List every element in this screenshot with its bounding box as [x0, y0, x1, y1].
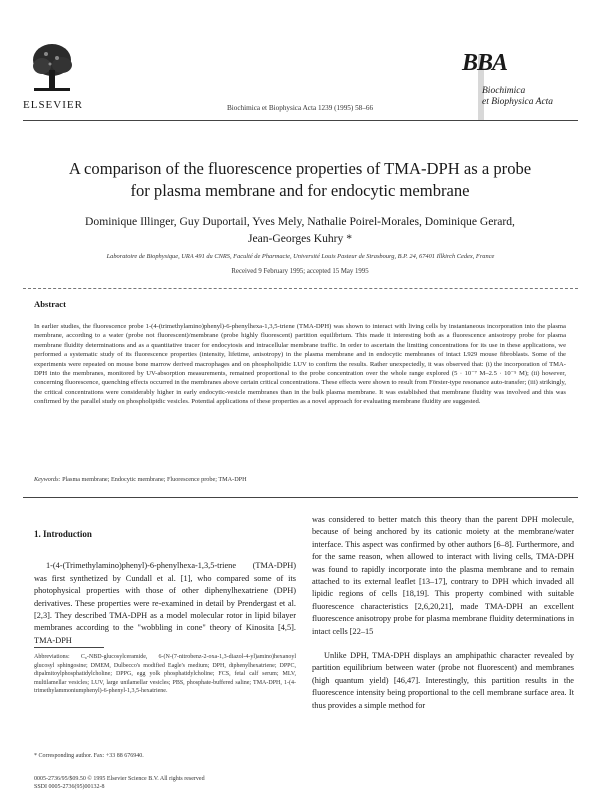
- article-title-line1: A comparison of the fluorescence properties of TMA-DPH as a probe: [68, 159, 532, 178]
- bba-subtitle-line2: et Biophysica Acta: [482, 97, 554, 107]
- corresponding-author-note: * Corresponding author. Fax: +33 88 676940.: [34, 753, 144, 759]
- authors-line1: Dominique Illinger, Guy Duportail, Yves Mely, Nathalie Poirel-Morales, Dominique Gerard,: [85, 215, 515, 228]
- abstract-heading: Abstract: [34, 299, 66, 309]
- abstract-top-rule: [23, 288, 578, 289]
- authors-line2: Jean-Georges Kuhry *: [247, 232, 353, 245]
- keywords-list: Plasma membrane; Endocytic membrane; Fluorescence probe; TMA-DPH: [62, 476, 247, 483]
- copyright-notice: [34, 775, 205, 791]
- copyright-line2: SSDI 0005-2736(95)00132-8: [34, 784, 105, 791]
- article-title: [20, 158, 580, 202]
- abstract-bottom-rule: [23, 497, 578, 498]
- introduction-heading: 1. Introduction: [34, 529, 92, 539]
- keywords-label: Keywords:: [34, 476, 61, 483]
- affiliation: Laboratoire de Biophysique, URA 491 du CNRS, Faculté de Pharmacie, Université Louis Pasteur de Strasbourg, B.P. 24, 67401 Illkirch Cedex, France: [106, 253, 495, 260]
- footnote-rule: [34, 647, 104, 648]
- journal-reference: Biochimica et Biophysica Acta 1239 (1995) 58–66: [226, 104, 374, 112]
- bba-subtitle-line1: Biochimica: [482, 86, 526, 96]
- left-column: [34, 528, 296, 647]
- header-rule: [23, 120, 578, 121]
- abbreviations-footnote: Abbreviations: C₆-NBD-glucosylceramide, 6-(N-(7-nitrobenz-2-oxa-1,3-diazol-4-yl)amino)hexanoyl glucosyl sphingosine; DMEM, Dulbecco's modified Eagle's medium; DPH, diphenylhexatriene; DPPC, dipalmitoylphosphatidylcholine; DPPG, egg yolk phosphatidylcholine; FCS, fetal calf serum; MLV, multilamellar vesicles; LUV, large unilamellar vesicles; PBS, phosphate-buffered saline; TMA-DPH, 1-(4-trimethylammoniumphenyl)-6-phenyl-1,3,5-hexatriene.: [34, 654, 296, 695]
- author-list: [30, 213, 570, 247]
- bba-logo-text: BBA: [462, 50, 508, 76]
- publisher-name: ELSEVIER: [23, 99, 83, 111]
- elsevier-tree-logo-icon: [30, 40, 74, 96]
- received-dates: Received 9 February 1995; accepted 15 May 1995: [231, 268, 369, 275]
- abstract-text: In earlier studies, the fluorescence probe 1-(4-(trimethylamino)phenyl)-6-phenylhexa-1,3,5-triene (TMA-DPH) was shown to interact with living cells by instantaneous incorporation into the plasma membrane, according to a water (probe not fluorescent)/membrane (probe highly fluorescent) partition equilibrium. This made it interesting both as a fluorescence anisotropy probe for plasma membrane fluidity determinations and as a quantitative tracer for endocytosis and intracellular membrane traffic. In order to ascertain the limiting concentrations for its use in these applications, we performed a systematic study of its fluorescence properties (intensity, lifetime, anisotropy) in the plasma membrane and in endocytic membranes of intact L929 mouse fibroblasts. Some of the experiments were repeated on mouse bone marrow derived macrophages and on phospholipidic LUV to confirm the results. Rather unexpectedly, it was observed that: (i) the incorporation of TMA-DPH into the membranes, monitored by UV-absorption measurements, remained proportional to the probe concentration over the whole range explored (5 · 10⁻⁷ M–2.5 · 10⁻⁵ M); (ii) however, concerning fluorescence, quenching effects occurred in the membranes above certain critical concentrations. These effects were shown to result from Förster-type resonance auto-transfer; (iii) strikingly, the critical concentrations were considerably higher in early endocytic-vesicle membranes than in the bulk plasma membrane. It was established that membrane fluidity was involved and this was confirmed by the parallel study on phospholipidic vesicles. Potential applications of these properties as a novel approach for evaluating membrane fluidity are suggested.: [34, 323, 566, 406]
- keywords: [34, 476, 566, 483]
- introduction-paragraph-1: 1-(4-(Trimethylamino)phenyl)-6-phenylhexa-1,3,5-triene (TMA-DPH) was first synthetized by Cundall et al. [1], who compared some of its photophysical properties with those of other diphenylhexatriene (DPH) derivatives. These properties were re-examined in detail by Prendergast et al. [2,3]. They described TMA-DPH as a model molecular rotor in lipid bilayer membranes according to the "wobbling in cone" theory of Kinosita [4,5]. TMA-DPH: [34, 561, 296, 645]
- article-title-line2: for plasma membrane and for endocytic membrane: [130, 181, 470, 200]
- introduction-paragraph-2: was considered to better match this theory than the parent DPH molecule, because of being anchored by its cationic moiety at the membrane/water interface. This aspect was confirmed by other authors [6–8]. Furthermore, and for the same reason, when allowed to interact with living cells, TMA-DPH was found to rapidly incorporate into the plasma membrane and to remain attached to its external leaflet [13–17], contrary to DPH which invaded all lipidic regions of cells [18,19]. This property combined with suitable fluorescence characteristics [2,6,20,21], made TMA-DPH an excellent fluorescence anisotropy probe for plasma membrane fluidity determinations in intact cells [22–15: [312, 515, 574, 636]
- right-column: [312, 514, 574, 712]
- introduction-paragraph-3: Unlike DPH, TMA-DPH displays an amphipathic character revealed by partition equilibrium between water (probe not fluorescent) and membranes (high quantum yield) [46,47]. Interestingly, this partition results in the fluorescence intensity being proportional to the cell membrane surface area. It thus provides a simple method for: [312, 651, 574, 710]
- copyright-line1: 0005-2736/95/$09.50 © 1995 Elsevier Science B.V. All rights reserved: [34, 776, 205, 782]
